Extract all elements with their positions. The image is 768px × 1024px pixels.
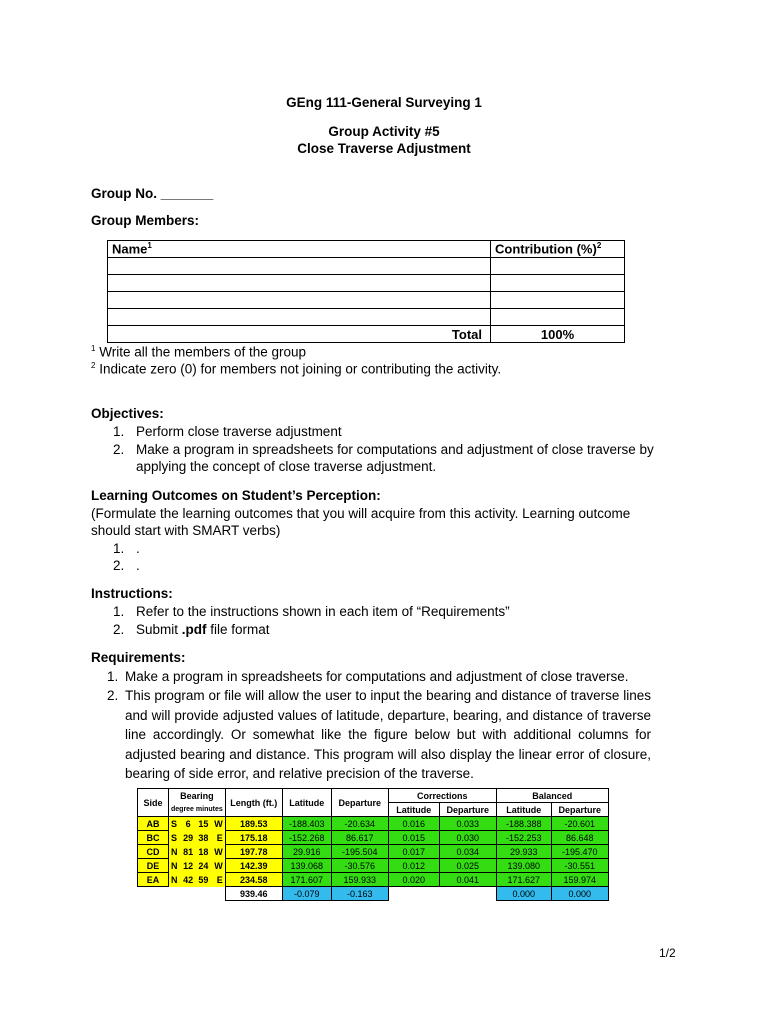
list-number: 1.: [113, 604, 125, 619]
side-header: Side: [138, 789, 169, 817]
table-cell-blat: 139.080: [496, 859, 551, 873]
table-row: [138, 845, 609, 859]
footnote-1: $^1$ Write all the members of the group: [91, 344, 307, 360]
bearing-header: Bearing: [169, 789, 226, 803]
length-header: Length (ft.): [225, 789, 282, 817]
table-cell-clat: 0.015: [388, 831, 439, 845]
name-header: Name$^1$: [108, 241, 491, 258]
table-cell-clat: 0.016: [388, 817, 439, 831]
table-row: [138, 817, 609, 831]
list-number: 2.: [113, 442, 125, 457]
contribution-header: Contribution (%)$^2$: [491, 241, 625, 258]
total-latitude: -0.079: [282, 887, 331, 901]
activity-title: Group Activity #5: [328, 124, 440, 139]
table-cell-min: 24: [196, 859, 211, 873]
list-number: 2.: [107, 688, 119, 703]
table-cell-length: 175.18: [225, 831, 282, 845]
table-cell-lat: 139.068: [282, 859, 331, 873]
list-number: 1.: [113, 541, 125, 556]
table-cell-ew: W: [211, 859, 225, 873]
table-cell-deg: 12: [180, 859, 195, 873]
footnote-2: $^2$ Indicate zero (0) for members not joining or contributing the activity.: [91, 361, 502, 377]
corrections-header: Corrections: [388, 789, 496, 803]
total-departure: -0.163: [331, 887, 388, 901]
table-cell-side: BC: [138, 831, 169, 845]
learning-heading: Learning Outcomes on Student’s Perception:: [91, 488, 381, 503]
table-cell-ew: E: [211, 831, 225, 845]
balanced-header: Balanced: [496, 789, 608, 803]
table-cell-length: 234.58: [225, 873, 282, 887]
table-cell-cdep: 0.033: [439, 817, 496, 831]
table-cell-clat: 0.017: [388, 845, 439, 859]
table-cell-ns: N: [169, 873, 181, 887]
table-cell-length: 197.78: [225, 845, 282, 859]
table-cell-ew: W: [211, 817, 225, 831]
table-cell-dep: -30.576: [331, 859, 388, 873]
table-cell-lat: 171.607: [282, 873, 331, 887]
table-row: [108, 292, 625, 309]
instructions-heading: Instructions:: [91, 586, 173, 601]
table-cell-deg: 29: [180, 831, 195, 845]
bearing-subheader: degree minutes: [169, 803, 226, 817]
table-cell-ns: S: [169, 831, 181, 845]
table-cell-bdep: 159.974: [551, 873, 608, 887]
table-cell-side: DE: [138, 859, 169, 873]
table-cell-dep: 86.617: [331, 831, 388, 845]
list-number: 1.: [113, 424, 125, 439]
corr-departure-header: Departure: [439, 803, 496, 817]
table-cell-clat: 0.012: [388, 859, 439, 873]
page-number: 1/2: [659, 946, 676, 960]
table-row: [138, 859, 609, 873]
table-cell-length: 142.39: [225, 859, 282, 873]
table-cell-deg: 42: [180, 873, 195, 887]
list-number: 1.: [107, 669, 119, 684]
members-table: [107, 240, 625, 343]
table-cell-bdep: -30.551: [551, 859, 608, 873]
table-cell-min: 15: [196, 817, 211, 831]
learning-text-1: (Formulate the learning outcomes that you will acquire from this activity. Learning outcome: [91, 506, 631, 521]
table-cell-ns: N: [169, 845, 181, 859]
table-cell-bdep: -195.470: [551, 845, 608, 859]
table-cell-dep: 159.933: [331, 873, 388, 887]
table-cell-ew: E: [211, 873, 225, 887]
requirements-heading: Requirements:: [91, 650, 186, 665]
table-cell-blat: -152.253: [496, 831, 551, 845]
table-row: [138, 873, 609, 887]
table-cell-lat: -152.268: [282, 831, 331, 845]
requirement-1: Make a program in spreadsheets for computations and adjustment of close traverse.: [125, 669, 629, 684]
total-length: 939.46: [225, 887, 282, 901]
table-cell-cdep: 0.041: [439, 873, 496, 887]
table-cell-lat: -188.403: [282, 817, 331, 831]
table-cell-cdep: 0.034: [439, 845, 496, 859]
learning-item-2: .: [136, 558, 140, 573]
table-row: [108, 275, 625, 292]
requirement-2: This program or file will allow the user to input the bearing and distance of traverse lines and will provide adjusted values of latitude, departure, bearing, and distance of traverse line accordingly. Or somewhat like the figure below but with additional columns for adjusted bearing and distance. This program will also display the linear error of closure, bearing of side error, and relative precision of the traverse.: [125, 688, 651, 781]
objective-1: Perform close traverse adjustment: [136, 424, 342, 439]
list-number: 2.: [113, 558, 125, 573]
departure-header: Departure: [331, 789, 388, 817]
table-cell-blat: 29.933: [496, 845, 551, 859]
table-cell-min: 38: [196, 831, 211, 845]
table-cell-min: 59: [196, 873, 211, 887]
total-bal-departure: 0.000: [551, 887, 608, 901]
total-value: 100%: [491, 326, 625, 343]
table-cell-deg: 6: [180, 817, 195, 831]
table-row: [138, 831, 609, 845]
group-no-label: Group No. _______: [91, 186, 214, 201]
document-title: Close Traverse Adjustment: [297, 141, 471, 156]
instruction-2: Submit .pdf file format: [136, 622, 270, 637]
table-cell-ns: S: [169, 817, 181, 831]
list-number: 2.: [113, 622, 125, 637]
table-cell-length: 189.53: [225, 817, 282, 831]
table-cell-deg: 81: [180, 845, 195, 859]
table-cell-ew: W: [211, 845, 225, 859]
instruction-1: Refer to the instructions shown in each item of “Requirements”: [136, 604, 510, 619]
table-cell-side: AB: [138, 817, 169, 831]
table-cell-clat: 0.020: [388, 873, 439, 887]
traverse-table: [137, 788, 609, 901]
objectives-heading: Objectives:: [91, 406, 164, 421]
table-cell-min: 18: [196, 845, 211, 859]
table-cell-blat: -188.388: [496, 817, 551, 831]
table-cell-cdep: 0.030: [439, 831, 496, 845]
table-cell-bdep: -20.601: [551, 817, 608, 831]
table-cell-bdep: 86.648: [551, 831, 608, 845]
table-cell-ns: N: [169, 859, 181, 873]
table-cell-cdep: 0.025: [439, 859, 496, 873]
learning-item-1: .: [136, 541, 140, 556]
table-cell-dep: -20.634: [331, 817, 388, 831]
table-cell-side: CD: [138, 845, 169, 859]
table-cell-side: EA: [138, 873, 169, 887]
learning-text-2: should start with SMART verbs): [91, 523, 281, 538]
table-row: [108, 258, 625, 275]
table-cell-blat: 171.627: [496, 873, 551, 887]
objective-2: Make a program in spreadsheets for computations and adjustment of close traverse by: [136, 442, 654, 457]
bal-departure-header: Departure: [551, 803, 608, 817]
group-members-label: Group Members:: [91, 213, 200, 228]
corr-latitude-header: Latitude: [388, 803, 439, 817]
table-cell-dep: -195.504: [331, 845, 388, 859]
total-bal-latitude: 0.000: [496, 887, 551, 901]
total-label: Total: [108, 326, 491, 343]
table-cell-lat: 29.916: [282, 845, 331, 859]
course-title: GEng 111-General Surveying 1: [286, 95, 482, 110]
table-row: [108, 309, 625, 326]
bal-latitude-header: Latitude: [496, 803, 551, 817]
latitude-header: Latitude: [282, 789, 331, 817]
objective-2-cont: applying the concept of close traverse adjustment.: [136, 459, 437, 474]
